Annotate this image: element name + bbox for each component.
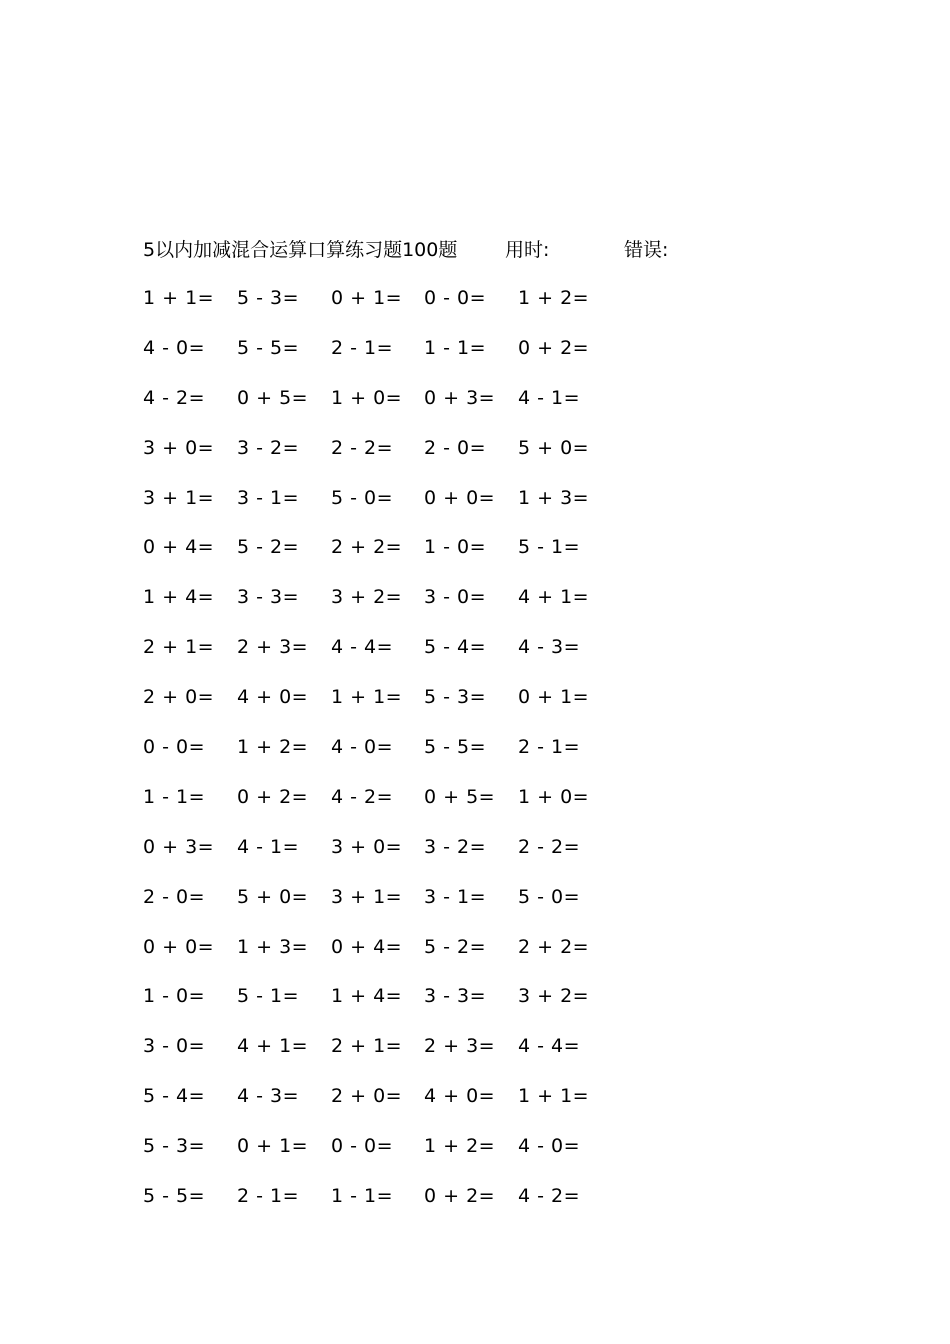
math-problem: 1 + 0= [518,785,590,808]
math-problem: 2 - 2= [331,436,394,459]
math-problem: 1 + 1= [143,287,215,309]
math-problem: 0 + 3= [143,835,215,858]
math-problem: 4 - 4= [331,636,394,659]
worksheet-header [143,236,843,264]
math-problem: 4 - 0= [143,336,206,359]
math-problem: 5 - 3= [424,686,487,709]
math-problem: 5 - 5= [237,336,300,359]
math-problem: 4 - 1= [237,835,300,858]
math-problem: 2 - 2= [518,835,581,858]
math-problem: 5 - 1= [518,536,581,559]
math-problem: 0 + 5= [424,785,496,808]
math-problem: 3 + 2= [518,985,590,1008]
math-problem: 5 - 0= [331,486,394,509]
math-problem: 0 - 0= [331,1135,394,1158]
math-problem: 5 - 2= [424,935,487,958]
math-problem: 2 - 1= [237,1185,300,1208]
math-problem: 3 - 0= [424,586,487,609]
problem-row [143,833,623,883]
math-problem: 4 - 3= [518,636,581,659]
math-problem: 4 - 2= [331,785,394,808]
problem-row [143,1132,623,1182]
math-problem: 0 + 2= [424,1185,496,1208]
math-problem: 1 + 3= [237,935,309,958]
math-problem: 1 + 2= [518,287,590,309]
math-problem: 4 + 1= [237,1035,309,1058]
math-problem: 1 + 1= [331,686,403,709]
math-problem: 2 + 1= [331,1035,403,1058]
problem-row [143,633,623,683]
problem-row [143,683,623,733]
math-problem: 1 - 1= [424,336,487,359]
problem-row [143,384,623,434]
math-problem: 1 + 4= [143,586,215,609]
math-problem: 1 + 3= [518,486,590,509]
math-problem: 3 - 2= [424,835,487,858]
math-problem: 1 - 0= [424,536,487,559]
math-problem: 1 + 4= [331,985,403,1008]
math-problem: 2 - 1= [518,736,581,759]
problem-row [143,434,623,484]
problem-row [143,334,623,384]
math-problem: 3 - 2= [237,436,300,459]
math-problem: 4 - 3= [237,1085,300,1108]
math-problem: 3 + 1= [143,486,215,509]
math-problem: 3 + 2= [331,586,403,609]
math-problem: 5 + 0= [518,436,590,459]
math-problem: 2 - 0= [143,885,206,908]
math-problem: 5 - 3= [143,1135,206,1158]
problem-row [143,1182,623,1232]
math-problem: 2 - 1= [331,336,394,359]
math-problem: 4 - 0= [331,736,394,759]
math-problem: 1 + 1= [518,1085,590,1108]
math-problem: 3 - 1= [424,885,487,908]
problem-row [143,533,623,583]
math-problem: 0 + 4= [331,935,403,958]
math-problem: 5 - 4= [143,1085,206,1108]
problem-row [143,583,623,633]
problem-row [143,883,623,933]
math-problem: 4 + 1= [518,586,590,609]
math-problem: 4 - 0= [518,1135,581,1158]
problem-row [143,1032,623,1082]
math-problem: 4 - 2= [143,386,206,409]
math-problem: 0 + 0= [143,935,215,958]
math-problem: 5 - 5= [424,736,487,759]
math-problem: 5 - 0= [518,885,581,908]
math-problem: 0 + 2= [518,336,590,359]
math-problem: 0 + 2= [237,785,309,808]
math-problem: 0 + 0= [424,486,496,509]
math-problem: 5 - 5= [143,1185,206,1208]
problem-row [143,933,623,983]
worksheet-title: 5以内加减混合运算口算练习题100题 [143,239,458,261]
math-problem: 4 - 2= [518,1185,581,1208]
math-problem: 3 + 0= [331,835,403,858]
math-problem: 1 - 1= [331,1185,394,1208]
problem-row [143,1082,623,1132]
math-problem: 0 + 3= [424,386,496,409]
problem-row [143,284,623,334]
math-problem: 0 + 4= [143,536,215,559]
math-problem: 1 + 2= [237,736,309,759]
math-problem: 0 + 1= [331,287,403,309]
math-problem: 2 + 3= [237,636,309,659]
math-problem: 1 + 0= [331,386,403,409]
math-problem: 0 + 1= [237,1135,309,1158]
problem-grid [143,284,623,1232]
math-problem: 5 - 1= [237,985,300,1008]
math-problem: 5 + 0= [237,885,309,908]
math-problem: 2 + 2= [518,935,590,958]
math-problem: 0 - 0= [143,736,206,759]
math-problem: 4 + 0= [424,1085,496,1108]
math-problem: 2 + 0= [143,686,215,709]
problem-row [143,982,623,1032]
math-problem: 1 - 1= [143,785,206,808]
math-problem: 3 - 1= [237,486,300,509]
math-problem: 5 - 2= [237,536,300,559]
problem-row [143,783,623,833]
error-count-label: 错误: [624,239,669,261]
math-problem: 3 - 3= [424,985,487,1008]
problem-row [143,733,623,783]
math-problem: 2 + 3= [424,1035,496,1058]
problem-row [143,484,623,534]
math-problem: 4 - 4= [518,1035,581,1058]
math-problem: 2 + 1= [143,636,215,659]
math-problem: 2 + 2= [331,536,403,559]
time-used-label: 用时: [505,239,550,261]
math-problem: 0 + 1= [518,686,590,709]
math-problem: 2 + 0= [331,1085,403,1108]
math-problem: 3 - 0= [143,1035,206,1058]
math-problem: 1 - 0= [143,985,206,1008]
math-problem: 5 - 4= [424,636,487,659]
math-problem: 5 - 3= [237,287,300,309]
math-problem: 1 + 2= [424,1135,496,1158]
math-problem: 3 - 3= [237,586,300,609]
math-problem: 0 + 5= [237,386,309,409]
math-problem: 3 + 1= [331,885,403,908]
math-problem: 0 - 0= [424,287,487,309]
math-problem: 3 + 0= [143,436,215,459]
math-problem: 4 - 1= [518,386,581,409]
math-problem: 2 - 0= [424,436,487,459]
math-problem: 4 + 0= [237,686,309,709]
